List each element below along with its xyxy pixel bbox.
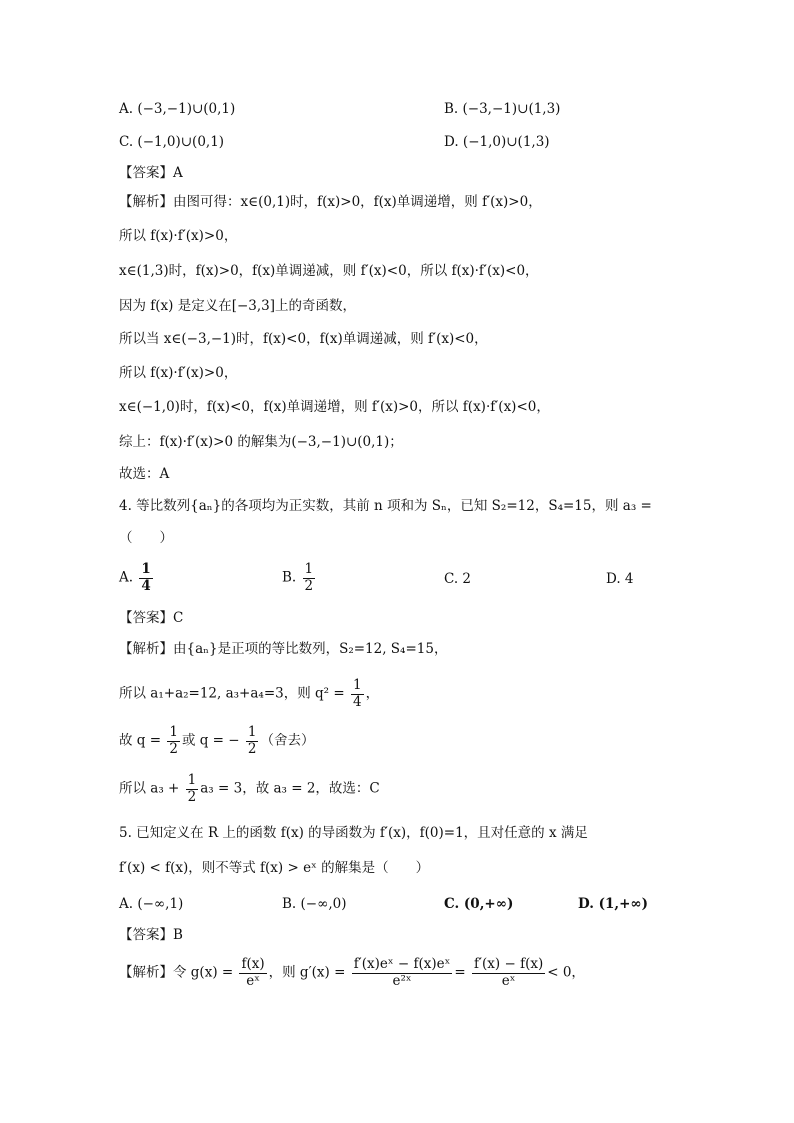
q5-option-c: C. (0,+∞) xyxy=(444,896,514,912)
q5-answer: 【答案】B xyxy=(119,927,183,943)
q5-option-b: B. (−∞,0) xyxy=(282,896,347,912)
q3-answer: 【答案】A xyxy=(119,165,183,181)
q3-analysis-line: 所以当 x∈(−3,−1)时，f(x)<0，f(x)单调递减，则 f′(x)<0， xyxy=(119,331,488,347)
q4-option-c: C. 2 xyxy=(444,571,472,587)
q4-stem-bracket: （ ） xyxy=(119,530,173,546)
q4-analysis-line: 所以 a₁+a₂=12, a₃+a₄=3，则 q² = $\frac{1}{4}$ ， xyxy=(119,677,380,710)
q3-analysis-line: 【解析】由图可得：x∈(0,1)时，f(x)>0，f(x)单调递增，则 f′(x)>0， xyxy=(119,194,542,210)
fraction: $\frac{1}{2}$ xyxy=(247,724,257,757)
q4-analysis-line: 所以 a₃ + $\frac{1}{2}$ a₃ = 3，故 a₃ = 2，故选：C xyxy=(119,772,380,805)
q4-option-a: A. $\frac{1}{4}$ xyxy=(119,561,151,594)
fraction: $\frac{1}{2}$ xyxy=(304,561,314,594)
q4-stem: 4. 等比数列{aₙ}的各项均为正实数，其前 n 项和为 Sₙ，已知 S₂=12，S₄=15，则 a₃ = xyxy=(119,498,652,514)
q5-analysis-line: 【解析】令 g(x) = $\frac{f(x)}{\text{eˣ}}$ ，则 g′(x) = $\frac{\text{f′(x)eˣ − f(x)eˣ}}{\text{e²ˣ}}$ = $\frac{f'(x) - f(x)}{\text{eˣ}}$ < 0， xyxy=(119,956,585,989)
fraction: $\frac{1}{4}$ xyxy=(141,561,151,594)
q4-analysis-line: 故 q = $\frac{1}{2}$ 或 q = − $\frac{1}{2}$ （舍去） xyxy=(119,724,315,757)
q5-option-a: A. (−∞,1) xyxy=(119,896,184,912)
q3-option-c: C. (−1,0)∪(0,1) xyxy=(119,134,225,150)
fraction: $\frac{1}{2}$ xyxy=(187,772,197,805)
q5-option-d: D. (1,+∞) xyxy=(578,896,649,912)
q4-answer: 【答案】C xyxy=(119,610,184,626)
q3-analysis-line: 所以 f(x)·f′(x)>0， xyxy=(119,228,238,244)
q3-analysis-line: x∈(−1,0)时，f(x)<0，f(x)单调递增，则 f′(x)>0，所以 f(x)·f′(x)<0， xyxy=(119,399,550,415)
fraction: $\frac{\text{f′(x)eˣ − f(x)eˣ}}{\text{e²ˣ}}$ xyxy=(353,956,451,989)
q3-analysis-line: 因为 f(x) 是定义在[−3,3]上的奇函数， xyxy=(119,298,357,314)
fraction: $\frac{f(x)}{\text{eˣ}}$ xyxy=(241,956,265,989)
q3-option-d: D. (−1,0)∪(1,3) xyxy=(444,134,550,150)
q5-stem: 5. 已知定义在 R 上的函数 f(x) 的导函数为 f′(x)，f(0)=1，且对任意的 x 满足 xyxy=(119,825,588,841)
q3-analysis-line: x∈(1,3)时，f(x)>0，f(x)单调递减，则 f′(x)<0，所以 f(x)·f′(x)<0， xyxy=(119,263,539,279)
q4-option-d: D. 4 xyxy=(606,571,634,587)
q3-option-b: B. (−3,−1)∪(1,3) xyxy=(444,101,561,117)
fraction: $\frac{1}{4}$ xyxy=(352,677,362,710)
q3-analysis-line: 所以 f(x)·f′(x)>0， xyxy=(119,365,238,381)
fraction: $\frac{1}{2}$ xyxy=(169,724,178,757)
q4-analysis-line: 【解析】由{aₙ}是正项的等比数列，S₂=12, S₄=15， xyxy=(119,641,448,657)
q3-option-a: A. (−3,−1)∪(0,1) xyxy=(119,101,236,117)
q3-analysis-line: 综上：f(x)·f′(x)>0 的解集为(−3,−1)∪(0,1)； xyxy=(119,434,403,450)
q3-analysis-line: 故选：A xyxy=(119,466,170,482)
q5-stem-line2: f′(x) < f(x)，则不等式 f(x) > eˣ 的解集是（ ） xyxy=(119,860,430,876)
q4-option-b: B. $\frac{1}{2}$ xyxy=(282,561,314,594)
fraction: $\frac{f'(x) - f(x)}{\text{eˣ}}$ xyxy=(473,956,544,989)
